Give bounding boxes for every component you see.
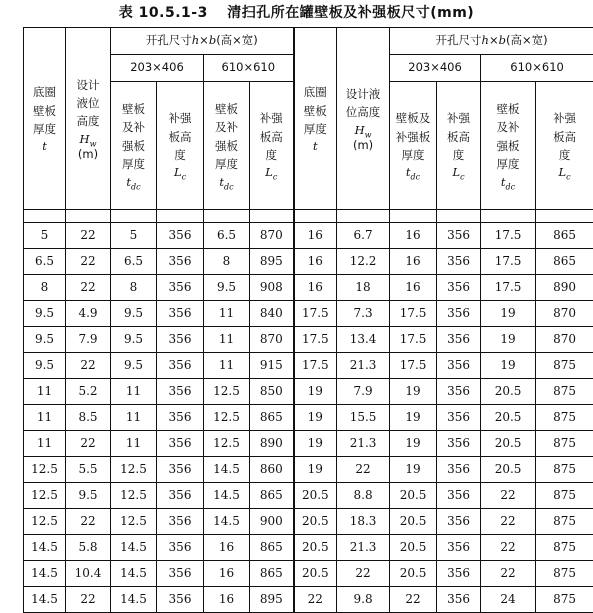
spacer-cell [24, 210, 66, 223]
header-size-large-right: 610×610 [481, 55, 593, 82]
table-cell: 860 [250, 457, 294, 483]
table-cell: 356 [157, 535, 204, 561]
table-cell: 915 [250, 353, 294, 379]
table-cell: 20.5 [390, 509, 437, 535]
table-cell: 22 [66, 431, 111, 457]
table-cell: 22 [66, 223, 111, 249]
table-cell: 356 [157, 457, 204, 483]
table-cell: 870 [536, 327, 593, 353]
table-row [24, 431, 593, 457]
table-cell: 22 [66, 587, 111, 613]
table-cell: 356 [157, 327, 204, 353]
table-cell: 19 [390, 457, 437, 483]
header-plate-thickness-2: 壁板及补强板厚度 $t_{dc}$ [204, 82, 250, 210]
table-cell: 865 [250, 535, 294, 561]
table-cell: 16 [204, 587, 250, 613]
table-cell: 20.5 [390, 535, 437, 561]
table-cell: 356 [157, 431, 204, 457]
table-cell: 12.5 [204, 405, 250, 431]
table-cell: 22 [294, 587, 337, 613]
header-reinforce-height-4: 补强板高度 $L_c$ [536, 82, 593, 210]
table-cell: 19 [390, 431, 437, 457]
table-cell: 12.5 [111, 483, 157, 509]
table-cell: 870 [536, 301, 593, 327]
table-cell: 356 [157, 405, 204, 431]
table-row [24, 301, 593, 327]
table-cell: 6.5 [204, 223, 250, 249]
table-cell: 356 [437, 431, 481, 457]
table-cell: 11 [111, 405, 157, 431]
table-cell: 22 [66, 275, 111, 301]
header-opening-size-left: 开孔尺寸h×b(高×宽) [111, 28, 294, 55]
table-cell: 20.5 [390, 561, 437, 587]
table-cell: 17.5 [481, 249, 536, 275]
table-cell: 356 [157, 509, 204, 535]
header-plate-thickness-1: 壁板及补强板厚度 $t_{dc}$ [111, 82, 157, 210]
table-cell: 15.5 [337, 405, 390, 431]
table-cell: 356 [437, 405, 481, 431]
table-cell: 19 [294, 405, 337, 431]
table-cell: 865 [250, 561, 294, 587]
table-cell: 356 [437, 509, 481, 535]
table-cell: 9.5 [204, 275, 250, 301]
table-cell: 840 [250, 301, 294, 327]
header-opening-size-right: 开孔尺寸h×b(高×宽) [390, 28, 593, 55]
table-cell: 17.5 [481, 275, 536, 301]
table-cell: 14.5 [24, 561, 66, 587]
table-cell: 11 [204, 353, 250, 379]
table-cell: 356 [437, 275, 481, 301]
table-cell: 20.5 [294, 535, 337, 561]
header-shell-thickness-right: 底圈壁板厚度 t [294, 28, 337, 210]
table-cell: 875 [536, 535, 593, 561]
table-cell: 21.3 [337, 535, 390, 561]
table-cell: 870 [250, 327, 294, 353]
table-cell: 16 [390, 275, 437, 301]
table-cell: 13.4 [337, 327, 390, 353]
table-cell: 14.5 [111, 587, 157, 613]
table-cell: 16 [390, 223, 437, 249]
table-cell: 5.5 [66, 457, 111, 483]
table-cell: 356 [157, 483, 204, 509]
spacer-cell [481, 210, 536, 223]
table-cell: 356 [157, 379, 204, 405]
table-cell: 356 [437, 379, 481, 405]
table-cell: 865 [250, 483, 294, 509]
table-cell: 9.5 [24, 327, 66, 353]
table-cell: 20.5 [294, 483, 337, 509]
table-cell: 9.5 [111, 327, 157, 353]
table-cell: 16 [390, 249, 437, 275]
table-cell: 10.4 [66, 561, 111, 587]
table-cell: 20.5 [481, 379, 536, 405]
table-cell: 12.2 [337, 249, 390, 275]
table-body [24, 210, 593, 613]
header-liquid-height-right: 设计液位高度 $H_w$ (m) [337, 28, 390, 210]
spacer-cell [437, 210, 481, 223]
table-cell: 6.7 [337, 223, 390, 249]
table-cell: 19 [390, 405, 437, 431]
table-cell: 22 [337, 457, 390, 483]
table-cell: 22 [481, 509, 536, 535]
table-cell: 17.5 [390, 327, 437, 353]
table-cell: 5.2 [66, 379, 111, 405]
table-cell: 356 [437, 301, 481, 327]
header-reinforce-height-3: 补强板高度 $L_c$ [437, 82, 481, 210]
table-cell: 17.5 [481, 223, 536, 249]
table-cell: 356 [157, 353, 204, 379]
header-reinforce-height-2: 补强板高度 $L_c$ [250, 82, 294, 210]
table-cell: 14.5 [24, 535, 66, 561]
table-cell: 12.5 [24, 457, 66, 483]
table-cell: 8 [204, 249, 250, 275]
table-cell: 16 [204, 535, 250, 561]
table-cell: 20.5 [294, 509, 337, 535]
header-size-large-left: 610×610 [204, 55, 294, 82]
table-cell: 875 [536, 457, 593, 483]
table-cell: 4.9 [66, 301, 111, 327]
header-plate-thickness-4: 壁板及补强板厚度 $t_{dc}$ [481, 82, 536, 210]
table-cell: 17.5 [294, 327, 337, 353]
table-cell: 356 [157, 223, 204, 249]
spacer-cell [204, 210, 250, 223]
table-cell: 356 [437, 483, 481, 509]
table-cell: 11 [204, 327, 250, 353]
table-cell: 11 [24, 405, 66, 431]
table-cell: 890 [250, 431, 294, 457]
header-plate-thickness-3: 壁板及补强板厚度 $t_{dc}$ [390, 82, 437, 210]
table-cell: 356 [157, 587, 204, 613]
table-cell: 5 [111, 223, 157, 249]
header-liquid-height-left: 设计液位高度 $H_w$ (m) [66, 28, 111, 210]
table-cell: 21.3 [337, 431, 390, 457]
table-cell: 22 [66, 509, 111, 535]
table-row [24, 535, 593, 561]
table-row [24, 457, 593, 483]
table-cell: 22 [66, 249, 111, 275]
table-cell: 9.5 [66, 483, 111, 509]
table-cell: 18 [337, 275, 390, 301]
spacer-cell [536, 210, 593, 223]
table-cell: 14.5 [111, 535, 157, 561]
table-cell: 19 [294, 457, 337, 483]
table-cell: 20.5 [390, 483, 437, 509]
table-caption: 清扫孔所在罐壁板及补强板尺寸(mm) [227, 5, 474, 21]
spacer-cell [337, 210, 390, 223]
table-cell: 16 [294, 223, 337, 249]
spacer-cell [66, 210, 111, 223]
table-cell: 8 [24, 275, 66, 301]
table-cell: 5.8 [66, 535, 111, 561]
table-cell: 875 [536, 405, 593, 431]
table-row [24, 249, 593, 275]
table-cell: 22 [337, 561, 390, 587]
table-cell: 22 [390, 587, 437, 613]
table-cell: 9.5 [111, 353, 157, 379]
spacer-cell [157, 210, 204, 223]
table-cell: 16 [204, 561, 250, 587]
table-cell: 16 [294, 275, 337, 301]
table-cell: 12.5 [111, 457, 157, 483]
table-cell: 20.5 [294, 561, 337, 587]
table-row [24, 561, 593, 587]
table-cell: 11 [24, 379, 66, 405]
table-cell: 875 [536, 483, 593, 509]
table-cell: 356 [437, 535, 481, 561]
table-cell: 11 [111, 379, 157, 405]
spacer-cell [390, 210, 437, 223]
table-cell: 8.8 [337, 483, 390, 509]
spacer-cell [294, 210, 337, 223]
table-cell: 19 [294, 379, 337, 405]
table-cell: 356 [437, 327, 481, 353]
table-cell: 8.5 [66, 405, 111, 431]
table-cell: 14.5 [204, 483, 250, 509]
spacer-cell [111, 210, 157, 223]
table-cell: 908 [250, 275, 294, 301]
table-cell: 11 [204, 301, 250, 327]
table-row [24, 587, 593, 613]
table-cell: 875 [536, 561, 593, 587]
spacer-cell [250, 210, 294, 223]
header-reinforce-height-1: 补强板高度 $L_c$ [157, 82, 204, 210]
table-cell: 356 [437, 249, 481, 275]
table-cell: 5 [24, 223, 66, 249]
table-cell: 11 [24, 431, 66, 457]
table-cell: 22 [481, 535, 536, 561]
table-cell: 900 [250, 509, 294, 535]
table-row [24, 353, 593, 379]
table-cell: 356 [157, 275, 204, 301]
table-cell: 6.5 [111, 249, 157, 275]
table-row [24, 275, 593, 301]
table-cell: 356 [157, 249, 204, 275]
table-cell: 6.5 [24, 249, 66, 275]
table-cell: 875 [536, 353, 593, 379]
table-cell: 12.5 [24, 483, 66, 509]
table-cell: 17.5 [294, 353, 337, 379]
table-cell: 865 [536, 249, 593, 275]
header-size-small-right: 203×406 [390, 55, 481, 82]
table-cell: 14.5 [204, 457, 250, 483]
table-cell: 20.5 [481, 431, 536, 457]
table-cell: 22 [481, 483, 536, 509]
table-cell: 356 [157, 301, 204, 327]
table-cell: 17.5 [390, 301, 437, 327]
table-cell: 8 [111, 275, 157, 301]
table-cell: 22 [66, 353, 111, 379]
table-cell: 356 [157, 561, 204, 587]
table-row [24, 223, 593, 249]
table-cell: 875 [536, 587, 593, 613]
table-cell: 24 [481, 587, 536, 613]
table-cell: 17.5 [390, 353, 437, 379]
cleanout-plate-size-table [23, 27, 593, 613]
table-cell: 12.5 [111, 509, 157, 535]
table-cell: 865 [250, 405, 294, 431]
table-cell: 19 [481, 327, 536, 353]
table-cell: 17.5 [294, 301, 337, 327]
table-cell: 356 [437, 353, 481, 379]
table-cell: 356 [437, 457, 481, 483]
table-cell: 356 [437, 587, 481, 613]
table-cell: 18.3 [337, 509, 390, 535]
table-cell: 14.5 [24, 587, 66, 613]
table-cell: 9.5 [111, 301, 157, 327]
table-row [24, 327, 593, 353]
table-cell: 850 [250, 379, 294, 405]
table-title [0, 2, 593, 22]
table-cell: 895 [250, 249, 294, 275]
table-cell: 865 [536, 223, 593, 249]
table-cell: 7.3 [337, 301, 390, 327]
table-cell: 16 [294, 249, 337, 275]
table-cell: 20.5 [481, 457, 536, 483]
table-number: 表 10.5.1-3 [119, 5, 208, 21]
table-row [24, 405, 593, 431]
table-row [24, 509, 593, 535]
table-cell: 19 [481, 353, 536, 379]
table-cell: 9.5 [24, 353, 66, 379]
table-cell: 7.9 [337, 379, 390, 405]
table-cell: 14.5 [204, 509, 250, 535]
table-cell: 356 [437, 561, 481, 587]
table-cell: 19 [481, 301, 536, 327]
spacer-row [24, 210, 593, 223]
table-cell: 20.5 [481, 405, 536, 431]
table-row [24, 483, 593, 509]
table-cell: 875 [536, 379, 593, 405]
table-cell: 356 [437, 223, 481, 249]
table-cell: 890 [536, 275, 593, 301]
table-cell: 19 [294, 431, 337, 457]
table-cell: 11 [111, 431, 157, 457]
table-cell: 19 [390, 379, 437, 405]
header-shell-thickness-left: 底圈壁板厚度 t [24, 28, 66, 210]
table-cell: 9.8 [337, 587, 390, 613]
table-cell: 9.5 [24, 301, 66, 327]
table-cell: 875 [536, 431, 593, 457]
table-cell: 895 [250, 587, 294, 613]
table-cell: 7.9 [66, 327, 111, 353]
table-cell: 12.5 [204, 431, 250, 457]
header-size-small-left: 203×406 [111, 55, 204, 82]
table-cell: 875 [536, 509, 593, 535]
table-cell: 21.3 [337, 353, 390, 379]
table-cell: 14.5 [111, 561, 157, 587]
table-cell: 12.5 [24, 509, 66, 535]
table-row [24, 379, 593, 405]
table-cell: 12.5 [204, 379, 250, 405]
table-cell: 870 [250, 223, 294, 249]
table-cell: 22 [481, 561, 536, 587]
